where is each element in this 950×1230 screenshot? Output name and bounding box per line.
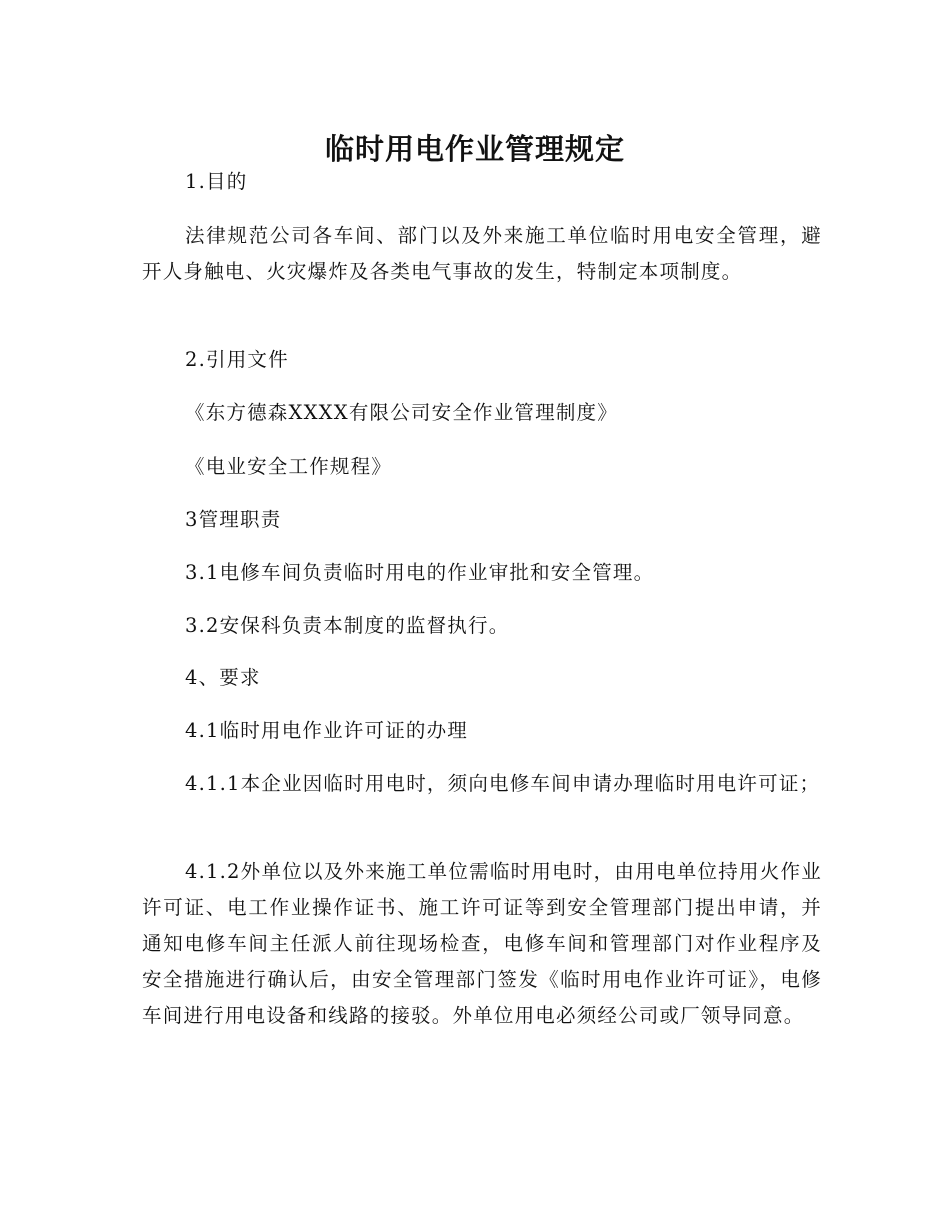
paragraph-reference-2: 《电业安全工作规程》: [185, 455, 393, 478]
paragraph-purpose-body: 法律规范公司各车间、部门以及外来施工单位临时用电安全管理，避开人身触电、火灾爆炸及各类电气事故的发生，特制定本项制度。: [142, 224, 822, 283]
section-heading-purpose: 1.目的: [185, 170, 248, 193]
section-heading-requirements: 4、要求: [185, 666, 261, 689]
section-heading-responsibilities: 3管理职责: [185, 508, 282, 531]
paragraph-reference-1: 《东方德森XXXX有限公司安全作业管理制度》: [185, 401, 618, 424]
paragraph-requirement-4-1: 4.1临时用电作业许可证的办理: [185, 719, 469, 742]
paragraph-responsibility-3-2: 3.2安保科负责本制度的监督执行。: [185, 614, 510, 637]
paragraph-requirement-4-1-2: 4.1.2外单位以及外来施工单位需临时用电时，由用电单位持用火作业许可证、电工作业操作证书、施工许可证等到安全管理部门提出申请，并通知电修车间主任派人前往现场检查，电修车间和管理部门对作业程序及安全措施进行确认后，由安全管理部门签发《临时用电作业许可证》，电修车间进行用电设备和线路的接驳。外单位用电必须经公司或厂领导同意。: [142, 860, 822, 1027]
document-title: 临时用电作业管理规定: [324, 132, 625, 167]
paragraph-responsibility-3-1: 3.1电修车间负责临时用电的作业审批和安全管理。: [185, 561, 655, 584]
paragraph-requirement-4-1-1: 4.1.1本企业因临时用电时，须向电修车间申请办理临时用电许可证；: [185, 772, 821, 795]
section-heading-references: 2.引用文件: [185, 348, 289, 371]
